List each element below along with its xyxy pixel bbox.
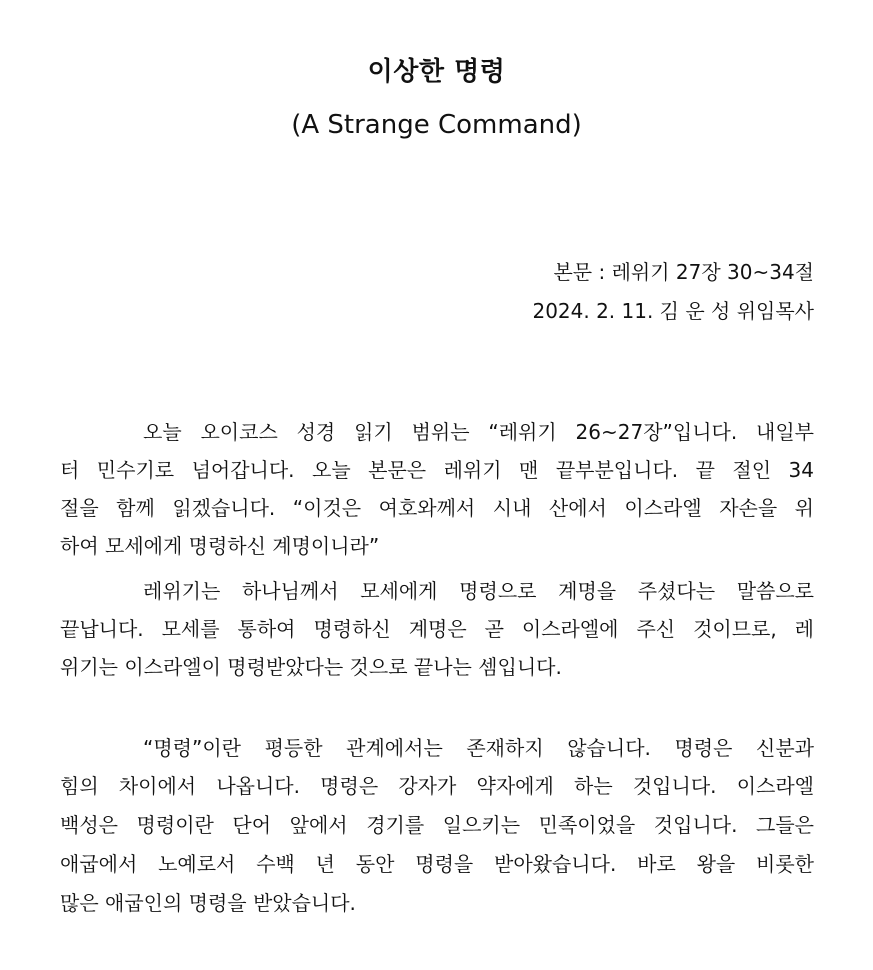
paragraph-2-line-2: 끝납니다. 모세를 통하여 명령하신 계명은 곧 이스라엘에 주신 것이므로, 레 <box>60 617 814 641</box>
paragraph-1-line-2: 터 민수기로 넘어갑니다. 오늘 본문은 레위기 맨 끝부분입니다. 끝 절인 34 <box>60 458 814 482</box>
paragraph-1-line-3: 절을 함께 읽겠습니다. “이것은 여호와께서 시내 산에서 이스라엘 자손을 위 <box>60 496 814 520</box>
scripture-reference: 본문 : 레위기 27장 30~34절 <box>553 260 814 284</box>
paragraph-3-line-4: 애굽에서 노예로서 수백 년 동안 명령을 받아왔습니다. 바로 왕을 비롯한 <box>60 852 814 876</box>
paragraph-3-line-1: “명령”이란 평등한 관계에서는 존재하지 않습니다. 명령은 신분과 <box>143 736 814 760</box>
paragraph-1-line-4: 하여 모세에게 명령하신 계명이니라” <box>60 534 380 558</box>
paragraph-1-line-1: 오늘 오이코스 성경 읽기 범위는 “레위기 26~27장”입니다. 내일부 <box>143 420 814 444</box>
title-english: (A Strange Command) <box>291 110 582 140</box>
paragraph-3-line-3: 백성은 명령이란 단어 앞에서 경기를 일으키는 민족이었을 것입니다. 그들은 <box>60 813 814 837</box>
date-author: 2024. 2. 11. 김 운 성 위임목사 <box>532 299 814 323</box>
paragraph-3-line-2: 힘의 차이에서 나옵니다. 명령은 강자가 약자에게 하는 것입니다. 이스라엘 <box>60 774 814 798</box>
paragraph-2-line-1: 레위기는 하나님께서 모세에게 명령으로 계명을 주셨다는 말씀으로 <box>143 579 814 603</box>
title-korean: 이상한 명령 <box>367 57 506 87</box>
paragraph-3-line-5: 많은 애굽인의 명령을 받았습니다. <box>60 891 356 915</box>
paragraph-2-line-3: 위기는 이스라엘이 명령받았다는 것으로 끝나는 셈입니다. <box>60 655 562 679</box>
